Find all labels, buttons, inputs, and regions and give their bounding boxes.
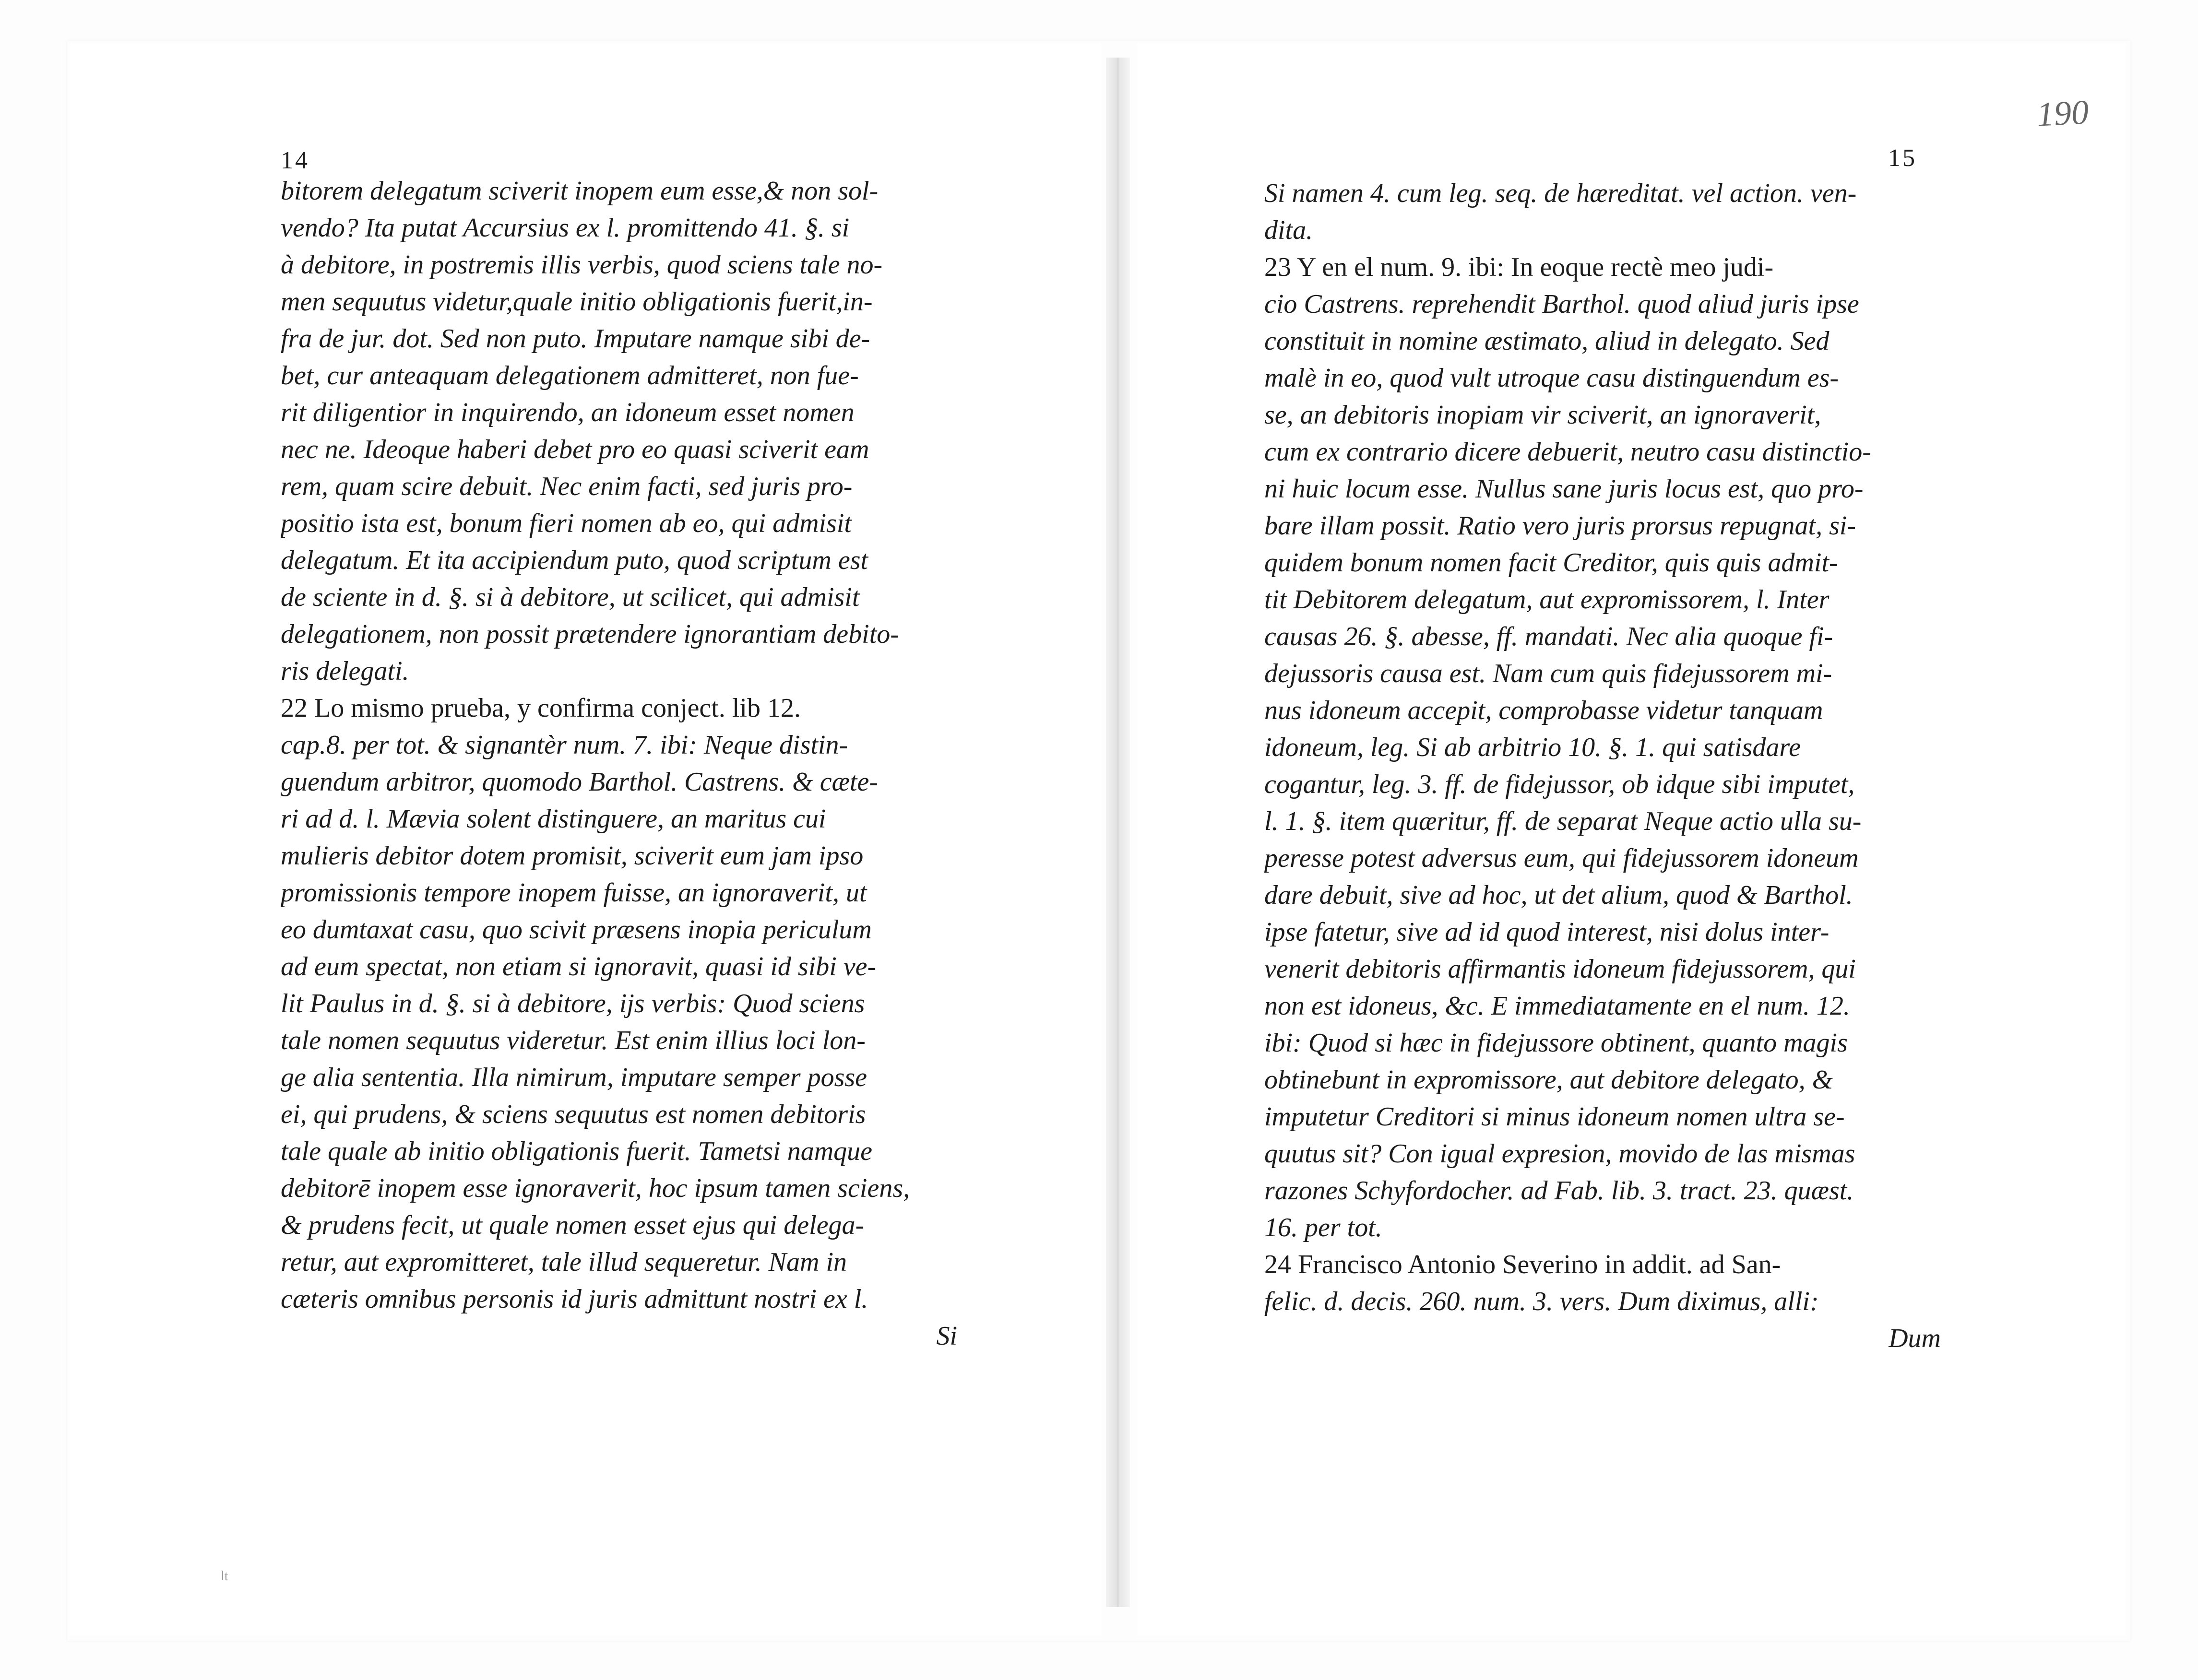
- book-gutter: [1106, 58, 1130, 1607]
- text-line: venerit debitoris affirmantis idoneum fidejussorem, qui: [1264, 954, 1856, 984]
- text-line: guendum arbitror, quomodo Barthol. Castrens. & cæte-: [281, 767, 878, 797]
- text-line: nec ne. Ideoque haberi debet pro eo quasi sciverit eam: [281, 435, 869, 464]
- text-line: razones Schyfordocher. ad Fab. lib. 3. tract. 23. quæst.: [1264, 1176, 1854, 1206]
- text-line: eo dumtaxat casu, quo scivit præsens inopia periculum: [281, 915, 872, 945]
- text-line: obtinebunt in expromissore, aut debitore delegato, &: [1264, 1065, 1833, 1095]
- text-line: rit diligentior in inquirendo, an idoneum esset nomen: [281, 398, 855, 427]
- text-line: dita.: [1264, 215, 1313, 245]
- text-line: ri ad d. l. Mævia solent distinguere, an maritus cui: [281, 804, 826, 834]
- text-line: Si namen 4. cum leg. seq. de hæreditat. vel action. ven-: [1264, 178, 1857, 208]
- catchword: Dum: [1889, 1324, 1941, 1353]
- text-line: ad eum spectat, non etiam si ignoravit, quasi id sibi ve-: [281, 952, 877, 982]
- catchword: Si: [936, 1321, 957, 1351]
- text-line: dare debuit, sive ad hoc, ut det alium, quod & Barthol.: [1264, 880, 1853, 910]
- text-line: cum ex contrario dicere debuerit, neutro casu distinctio-: [1264, 437, 1871, 467]
- text-line: ris delegati.: [281, 656, 409, 686]
- left-page-number: 14: [281, 147, 309, 174]
- text-line: lit Paulus in d. §. si à debitore, ijs verbis: Quod sciens: [281, 989, 865, 1018]
- right-page-text: [1264, 175, 1950, 1357]
- text-line: 24 Francisco Antonio Severino in addit. ad San-: [1264, 1250, 1781, 1279]
- text-line: rem, quam scire debuit. Nec enim facti, sed juris pro-: [281, 472, 853, 501]
- folio-annotation: 190: [2035, 93, 2090, 134]
- text-line: bare illam possit. Ratio vero juris prorsus repugnat, si-: [1264, 511, 1856, 541]
- text-line: ipse fatetur, sive ad id quod interest, nisi dolus inter-: [1264, 917, 1830, 947]
- text-line: cæteris omnibus personis id juris admittunt nostri ex l.: [281, 1284, 868, 1314]
- stray-ink-mark: lt: [221, 1569, 228, 1584]
- text-line: constituit in nomine æstimato, aliud in delegato. Sed: [1264, 326, 1830, 356]
- text-line: retur, aut expromitteret, tale illud sequeretur. Nam in: [281, 1247, 847, 1277]
- text-line: debitorē inopem esse ignoraverit, hoc ipsum tamen sciens,: [281, 1173, 910, 1203]
- text-line: dejussoris causa est. Nam cum quis fidejussorem mi-: [1264, 659, 1832, 688]
- text-line: causas 26. §. abesse, ff. mandati. Nec alia quoque fi-: [1264, 622, 1833, 651]
- text-line: imputetur Creditori si minus idoneum nomen ultra se-: [1264, 1102, 1845, 1132]
- right-page-number: 15: [1888, 144, 1917, 172]
- text-line: nus idoneum accepit, comprobasse videtur tanquam: [1264, 696, 1823, 725]
- text-line: l. 1. §. item quæritur, ff. de separat Neque actio ulla su-: [1264, 806, 1862, 836]
- text-line: 23 Y en el num. 9. ibi: In eoque rectè meo judi-: [1264, 252, 1774, 282]
- text-line: vendo? Ita putat Accursius ex l. promittendo 41. §. si: [281, 213, 850, 243]
- text-line: tit Debitorem delegatum, aut expromissorem, l. Inter: [1264, 585, 1830, 615]
- text-line: peresse potest adversus eum, qui fidejussorem idoneum: [1264, 843, 1859, 873]
- text-line: se, an debitoris inopiam vir sciverit, an ignoraverit,: [1264, 400, 1821, 430]
- text-line: quidem bonum nomen facit Creditor, quis quis admit-: [1264, 548, 1838, 578]
- text-line: cap.8. per tot. & signantèr num. 7. ibi: Neque distin-: [281, 730, 848, 760]
- text-line: promissionis tempore inopem fuisse, an ignoraverit, ut: [281, 878, 867, 908]
- text-line: ge alia sententia. Illa nimirum, imputare semper posse: [281, 1063, 867, 1092]
- text-line: de sciente in d. §. si à debitore, ut scilicet, qui admisit: [281, 582, 860, 612]
- text-line: quutus sit? Con igual expresion, movido de las mismas: [1264, 1139, 1855, 1169]
- text-line: cio Castrens. reprehendit Barthol. quod aliud juris ipse: [1264, 289, 1859, 319]
- text-line: tale nomen sequutus videretur. Est enim illius loci lon-: [281, 1026, 866, 1055]
- text-line: fra de jur. dot. Sed non puto. Imputare namque sibi de-: [281, 324, 870, 354]
- text-line: & prudens fecit, ut quale nomen esset ejus qui delega-: [281, 1210, 865, 1240]
- text-line: 22 Lo mismo prueba, y confirma conject. lib 12.: [281, 693, 801, 723]
- text-line: positio ista est, bonum fieri nomen ab eo, qui admisit: [281, 509, 852, 538]
- left-page-text: [281, 173, 967, 1355]
- text-line: ni huic locum esse. Nullus sane juris locus est, quo pro-: [1264, 474, 1864, 504]
- text-line: bet, cur anteaquam delegationem admitteret, non fue-: [281, 361, 859, 390]
- text-line: idoneum, leg. Si ab arbitrio 10. §. 1. qui satisdare: [1264, 733, 1801, 762]
- text-line: à debitore, in postremis illis verbis, quod sciens tale no-: [281, 250, 883, 280]
- text-line: bitorem delegatum sciverit inopem eum esse,& non sol-: [281, 176, 879, 206]
- text-line: mulieris debitor dotem promisit, sciverit eum jam ipso: [281, 841, 864, 871]
- text-line: ei, qui prudens, & sciens sequutus est nomen debitoris: [281, 1100, 866, 1129]
- text-line: delegationem, non possit prætendere ignorantiam debito-: [281, 619, 899, 649]
- text-line: tale quale ab initio obligationis fuerit. Tametsi namque: [281, 1136, 873, 1166]
- text-line: 16. per tot.: [1264, 1213, 1382, 1242]
- text-line: delegatum. Et ita accipiendum puto, quod scriptum est: [281, 545, 868, 575]
- text-line: malè in eo, quod vult utroque casu distinguendum es-: [1264, 363, 1839, 393]
- text-line: non est idoneus, &c. E immediatamente en el num. 12.: [1264, 991, 1850, 1021]
- text-line: men sequutus videtur,quale initio obligationis fuerit,in-: [281, 287, 873, 317]
- text-line: felic. d. decis. 260. num. 3. vers. Dum diximus, alli:: [1264, 1287, 1819, 1316]
- text-line: ibi: Quod si hæc in fidejussore obtinent, quanto magis: [1264, 1028, 1848, 1058]
- text-line: cogantur, leg. 3. ff. de fidejussor, ob idque sibi imputet,: [1264, 769, 1855, 799]
